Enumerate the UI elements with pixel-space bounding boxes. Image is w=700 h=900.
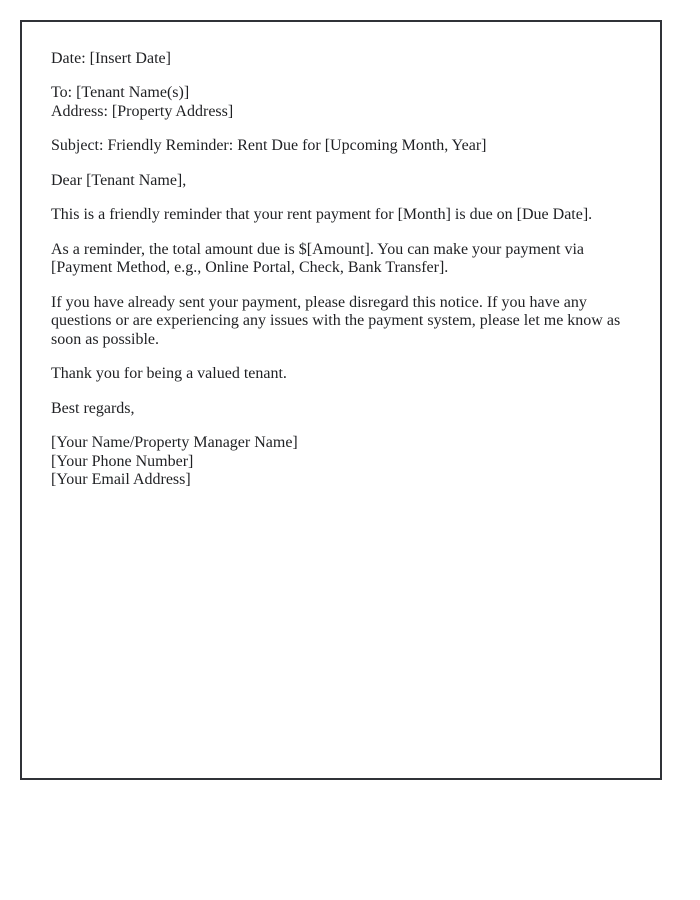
recipient-block bbox=[51, 84, 626, 121]
letter-page bbox=[20, 20, 662, 780]
to-line: To: [Tenant Name(s)] bbox=[51, 84, 190, 102]
closing-line: Best regards, bbox=[51, 399, 135, 417]
subject-line: Subject: Friendly Reminder: Rent Due for [Upcoming Month, Year] bbox=[51, 137, 487, 155]
body-paragraph-reminder: This is a friendly reminder that your rent payment for [Month] is due on [Due Date]. bbox=[51, 206, 593, 224]
address-line: Address: [Property Address] bbox=[51, 102, 234, 120]
signature-block bbox=[51, 434, 626, 489]
signature-email-line: [Your Email Address] bbox=[51, 471, 191, 489]
salutation: Dear [Tenant Name], bbox=[51, 171, 187, 189]
signature-phone-line: [Your Phone Number] bbox=[51, 452, 194, 470]
thank-you-line: Thank you for being a valued tenant. bbox=[51, 365, 287, 383]
date-line: Date: [Insert Date] bbox=[51, 50, 171, 67]
body-paragraph-amount: As a reminder, the total amount due is $[Amount]. You can make your payment via [Payment Method, e.g., Online Portal, Check, Bank Transfer]. bbox=[51, 240, 585, 277]
body-paragraph-disregard: If you have already sent your payment, please disregard this notice. If you have any questions or are experiencing any issues with the payment system, please let me know as soon as possible. bbox=[51, 293, 621, 348]
signature-name-line: [Your Name/Property Manager Name] bbox=[51, 434, 298, 452]
